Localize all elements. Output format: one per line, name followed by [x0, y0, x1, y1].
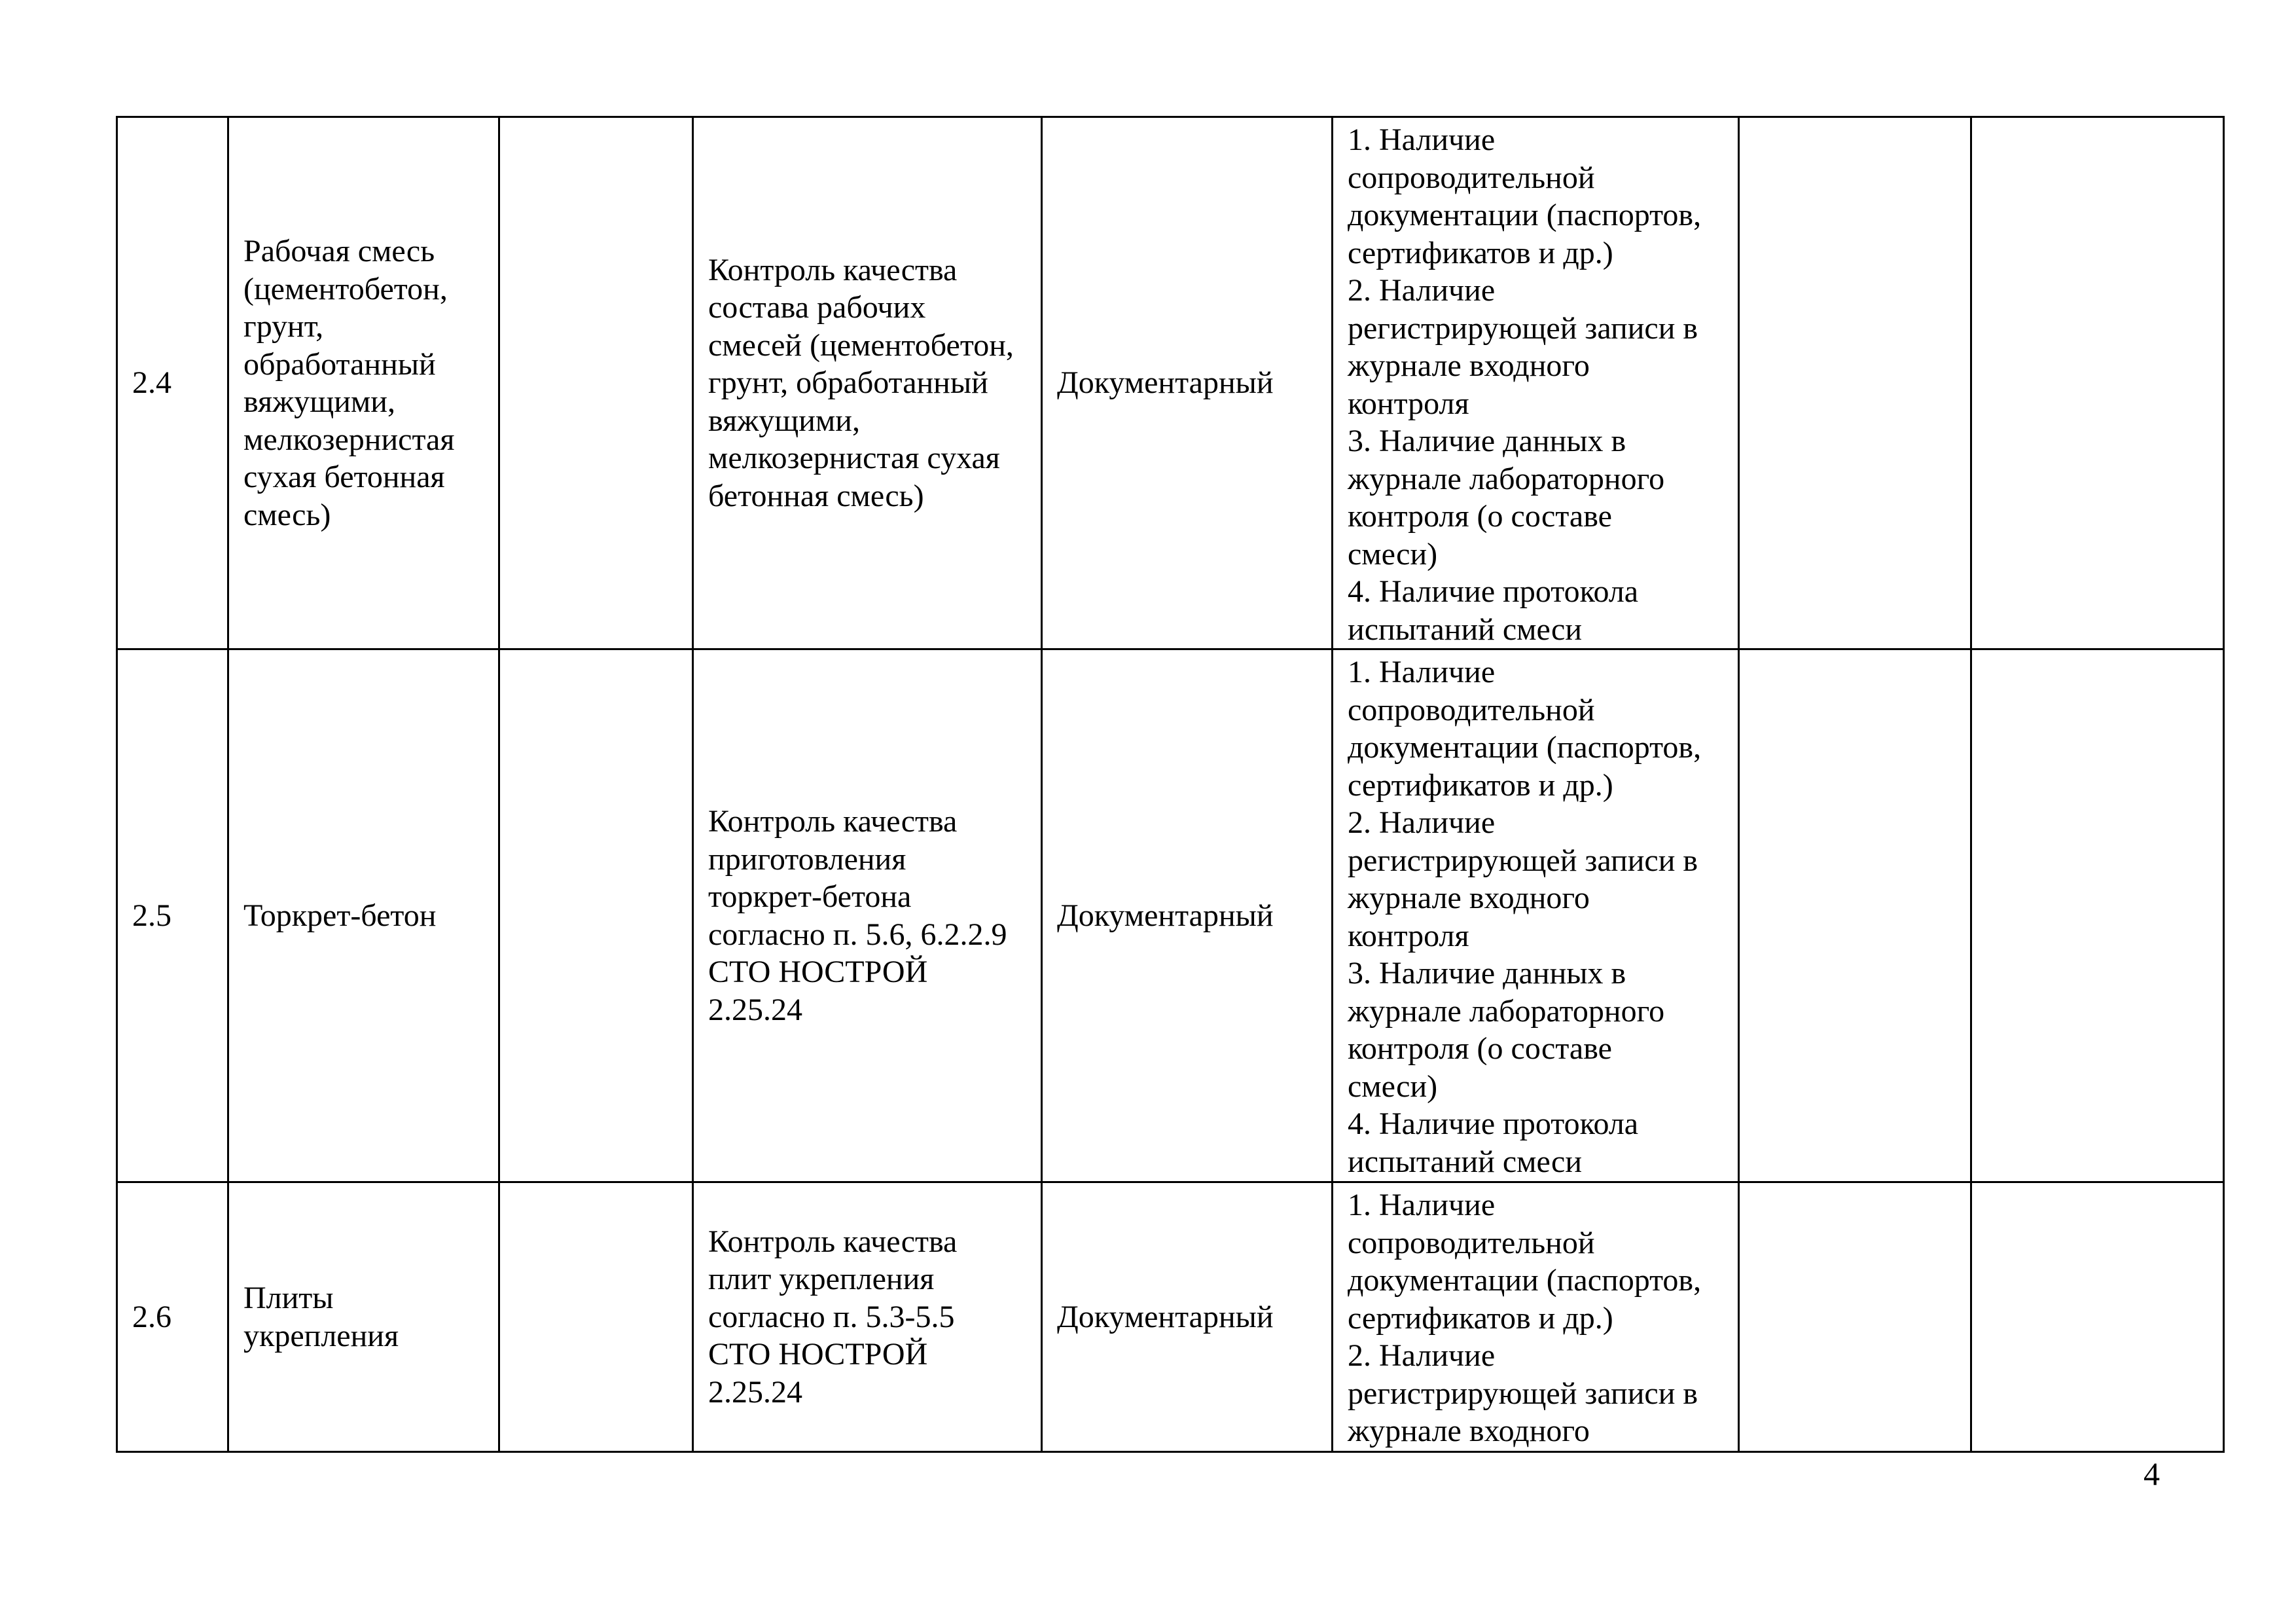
control-method: Документарный — [1042, 117, 1333, 649]
note-cell — [499, 649, 693, 1182]
empty-cell — [1739, 117, 1971, 649]
control-table — [116, 116, 2225, 1453]
empty-cell — [1971, 1182, 2224, 1452]
empty-cell — [1739, 1182, 1971, 1452]
check-list: 1. Наличие сопроводительной документации (паспортов, сертификатов и др.) 2. Наличие регистрирующей записи в журнале входного контроля 3. Наличие данных в журнале лабораторного контроля (о составе смеси) 4. Наличие протокола испытаний смеси — [1333, 117, 1739, 649]
item-number: 2.6 — [117, 1182, 228, 1452]
control-operation: Контроль качества приготовления торкрет-бетона согласно п. 5.6, 6.2.2.9 СТО НОСТРОЙ 2.25.24 — [693, 649, 1042, 1182]
control-object: Плиты укрепления — [228, 1182, 499, 1452]
empty-cell — [1971, 649, 2224, 1182]
note-cell — [499, 117, 693, 649]
control-method: Документарный — [1042, 1182, 1333, 1452]
note-cell — [499, 1182, 693, 1452]
control-object: Торкрет-бетон — [228, 649, 499, 1182]
check-list: 1. Наличие сопроводительной документации (паспортов, сертификатов и др.) 2. Наличие регистрирующей записи в журнале входного контроля 3. Наличие данных в журнале лабораторного контроля (о составе смеси) 4. Наличие протокола испытаний смеси — [1333, 649, 1739, 1182]
check-list: 1. Наличие сопроводительной документации (паспортов, сертификатов и др.) 2. Наличие регистрирующей записи в журнале входного — [1333, 1182, 1739, 1452]
empty-cell — [1971, 117, 2224, 649]
control-operation: Контроль качества плит укрепления согласно п. 5.3-5.5 СТО НОСТРОЙ 2.25.24 — [693, 1182, 1042, 1452]
page-number: 4 — [2144, 1455, 2160, 1492]
table-row — [117, 117, 2224, 649]
control-method: Документарный — [1042, 649, 1333, 1182]
control-operation: Контроль качества состава рабочих смесей (цементобетон, грунт, обработанный вяжущими, мелкозернистая сухая бетонная смесь) — [693, 117, 1042, 649]
item-number: 2.4 — [117, 117, 228, 649]
control-object: Рабочая смесь (цементобетон, грунт, обработанный вяжущими, мелкозернистая сухая бетонная смесь) — [228, 117, 499, 649]
table-row — [117, 649, 2224, 1182]
table-row — [117, 1182, 2224, 1452]
empty-cell — [1739, 649, 1971, 1182]
item-number: 2.5 — [117, 649, 228, 1182]
